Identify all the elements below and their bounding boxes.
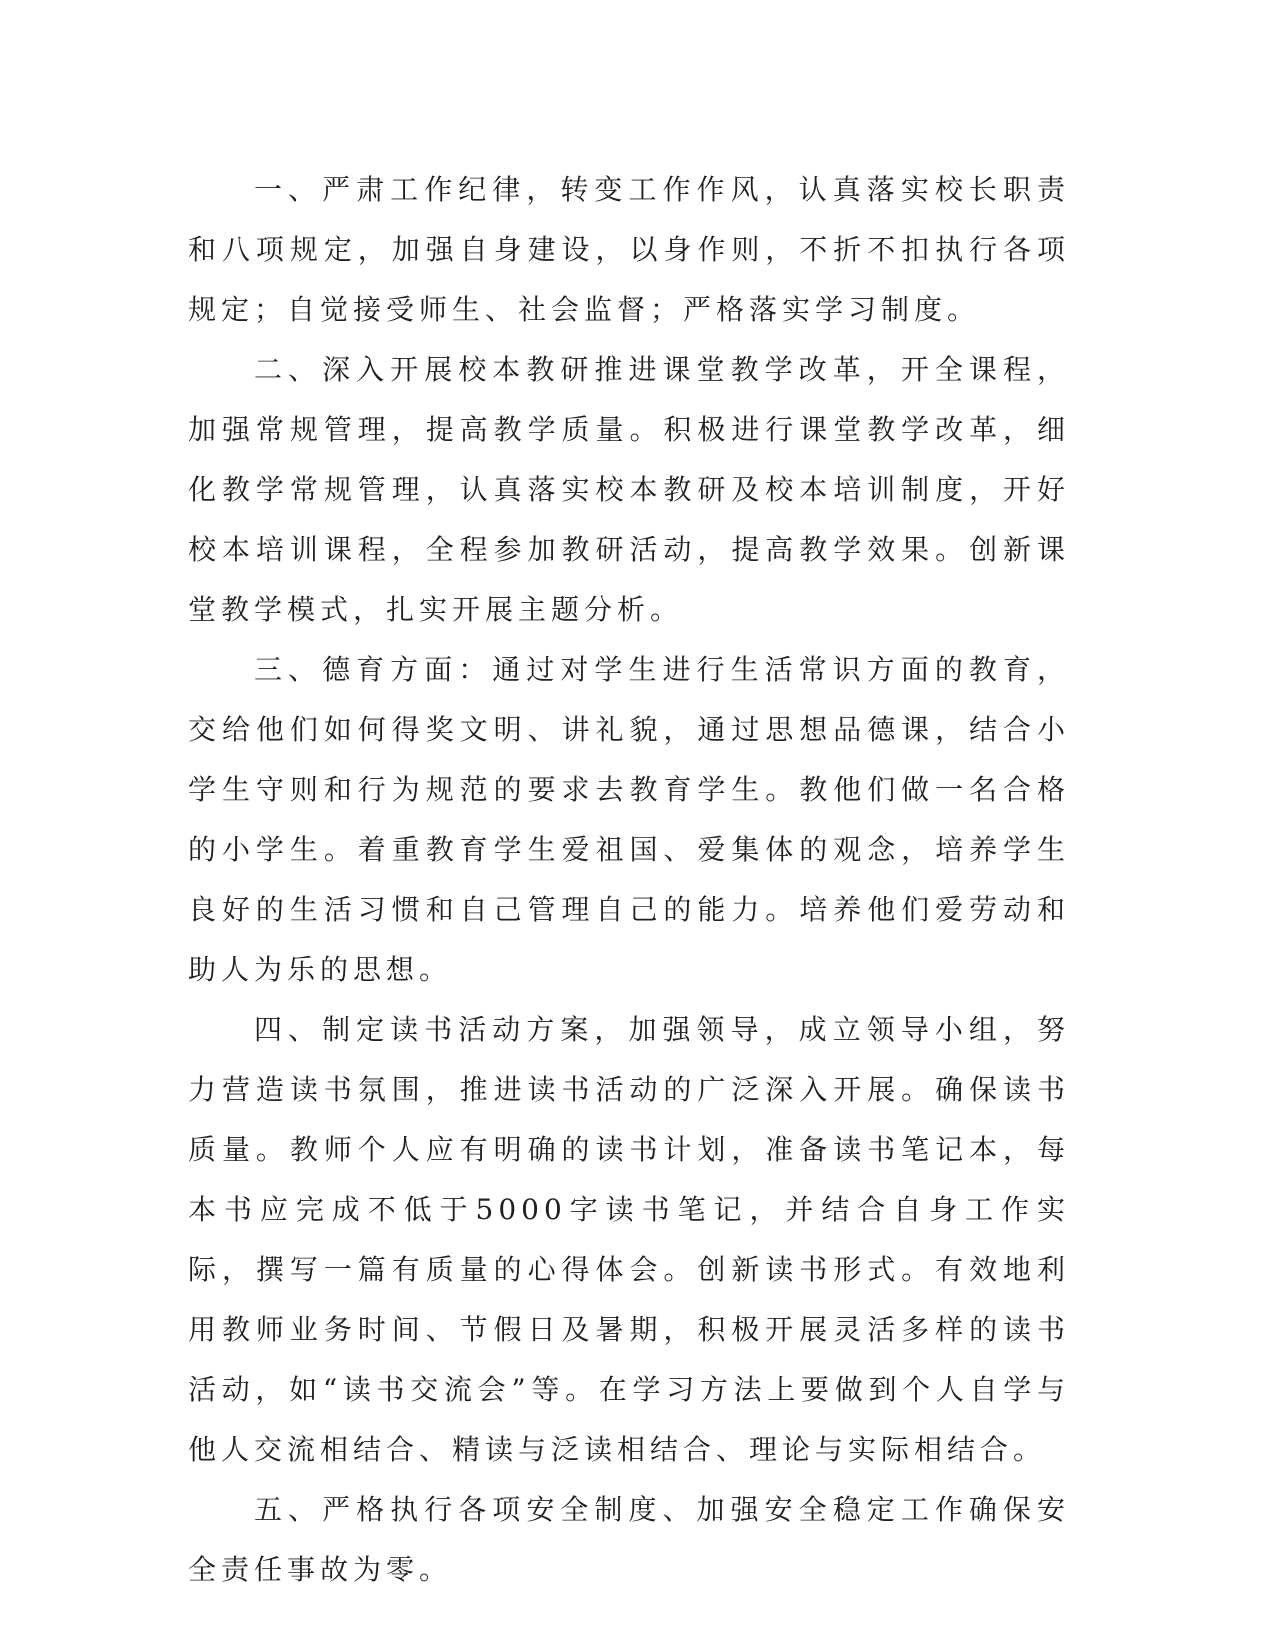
paragraph-3: 三、德育方面：通过对学生进行生活常识方面的教育，交给他们如何得奖文明、讲礼貌，通过思想品德课，结合小学生守则和行为规范的要求去教育学生。教他们做一名合格的小学生。着重教育学生爱祖国、爱集体的观念，培养学生良好的生活习惯和自己管理自己的能力。培养他们爱劳动和助人为乐的思想。 [188, 653, 1070, 986]
paragraph-4: 四、制定读书活动方案，加强领导，成立领导小组，努力营造读书氛围，推进读书活动的广泛深入开展。确保读书质量。教师个人应有明确的读书计划，准备读书笔记本，每本书应完成不低于5000字读书笔记，并结合自身工作实际，撰写一篇有质量的心得体会。创新读书形式。有效地利用教师业务时间、节假日及暑期，积极开展灵活多样的读书活动，如“读书交流会”等。在学习方法上要做到个人自学与他人交流相结合、精读与泛读相结合、理论与实际相结合。 [188, 1013, 1070, 1466]
paragraph-2: 二、深入开展校本教研推进课堂教学改革，开全课程，加强常规管理，提高教学质量。积极进行课堂教学改革，细化教学常规管理，认真落实校本教研及校本培训制度，开好校本培训课程，全程参加教研活动，提高教学效果。创新课堂教学模式，扎实开展主题分析。 [188, 353, 1070, 626]
paragraph-1: 一、严肃工作纪律，转变工作作风，认真落实校长职责和八项规定，加强自身建设，以身作则，不折不扣执行各项规定；自觉接受师生、社会监督；严格落实学习制度。 [188, 173, 1070, 326]
document-body [188, 160, 1070, 1600]
paragraph-5: 五、严格执行各项安全制度、加强安全稳定工作确保安全责任事故为零。 [188, 1493, 1070, 1586]
